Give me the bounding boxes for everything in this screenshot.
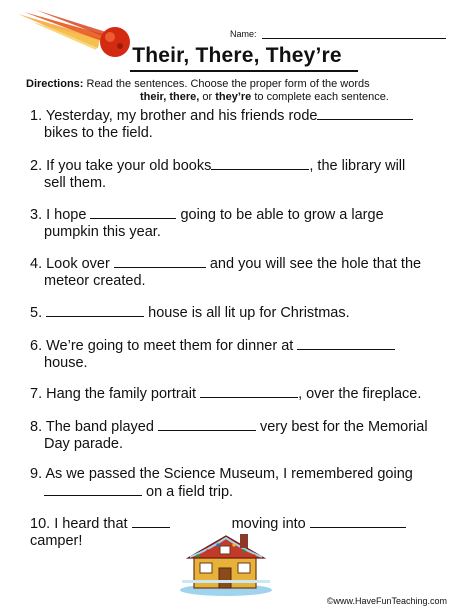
question-text: I hope [42, 207, 91, 223]
question-text-cont: pumpkin this year. [44, 224, 161, 240]
question-2 [30, 157, 454, 192]
question-number: 6. [30, 338, 43, 354]
question-number: 2. [30, 158, 43, 174]
answer-blank[interactable] [132, 515, 170, 528]
question-text: house is all lit up for Christmas. [144, 305, 350, 321]
question-number: 8. [30, 419, 43, 435]
question-text: We’re going to meet them for dinner at [42, 338, 298, 354]
question-text-cont: sell them. [44, 175, 107, 191]
question-7 [30, 385, 454, 403]
page-title: Their, There, They’re [132, 44, 342, 67]
question-text-cont: Day parade. [44, 436, 123, 452]
question-text-cont [30, 483, 454, 501]
answer-blank[interactable] [114, 255, 206, 268]
directions-label: Directions: [26, 78, 84, 90]
word-choices-2: they’re [215, 91, 252, 103]
question-number: 5. [30, 305, 43, 321]
question-text: moving into [231, 516, 310, 532]
answer-blank[interactable] [46, 304, 144, 317]
title-underline [130, 70, 358, 72]
question-number: 1. [30, 108, 43, 124]
name-field[interactable] [262, 38, 446, 39]
question-text: As we passed the Science Museum, I remembered going [42, 466, 413, 482]
question-1 [30, 107, 454, 142]
question-text: The band played [42, 419, 158, 435]
house-icon [180, 534, 272, 596]
question-text: Hang the family portrait [42, 386, 201, 402]
question-4 [30, 255, 454, 290]
question-text: very best for the Memorial [255, 419, 428, 435]
answer-blank[interactable] [44, 483, 142, 496]
question-text-cont: bikes to the field. [44, 125, 153, 141]
question-number: 7. [30, 386, 43, 402]
directions [26, 78, 456, 104]
answer-blank[interactable] [90, 206, 176, 219]
question-text: Look over [42, 256, 114, 272]
question-text: on a field trip. [142, 484, 234, 500]
question-text: Yesterday, my brother and his friends rode [42, 108, 318, 124]
question-text: and you will see the hole that the [205, 256, 422, 272]
house-illustration [178, 530, 274, 596]
question-5 [30, 304, 454, 322]
question-text-cont: camper! [30, 533, 83, 549]
answer-blank[interactable] [158, 418, 256, 431]
question-number: 4. [30, 256, 43, 272]
answer-blank[interactable] [297, 337, 395, 350]
directions-end: to complete each sentence. [251, 91, 389, 103]
answer-blank[interactable] [200, 385, 298, 398]
answer-blank[interactable] [310, 515, 406, 528]
copyright-footer: ©www.HaveFunTeaching.com [326, 596, 447, 606]
directions-line1: Read the sentences. Choose the proper form of the words [83, 78, 370, 90]
question-9 [30, 466, 454, 501]
name-label: Name: [230, 29, 257, 39]
directions-mid: or [199, 91, 216, 103]
question-text: If you take your old books [42, 158, 212, 174]
directions-line2 [26, 91, 456, 104]
question-number: 9. [30, 466, 43, 482]
question-text: , over the fireplace. [298, 386, 422, 402]
question-text: going to be able to grow a large [176, 207, 384, 223]
question-text: I heard that [50, 516, 132, 532]
question-text-cont: meteor created. [44, 273, 146, 289]
answer-blank[interactable] [317, 107, 413, 120]
question-number: 3. [30, 207, 43, 223]
question-text: , the library will [309, 158, 406, 174]
word-choices-1: their, there, [140, 91, 200, 103]
question-text-cont: house. [44, 355, 88, 371]
question-3 [30, 206, 454, 241]
answer-blank[interactable] [211, 157, 309, 170]
question-number: 10. [30, 516, 51, 532]
question-6 [30, 337, 454, 372]
question-8 [30, 418, 454, 453]
